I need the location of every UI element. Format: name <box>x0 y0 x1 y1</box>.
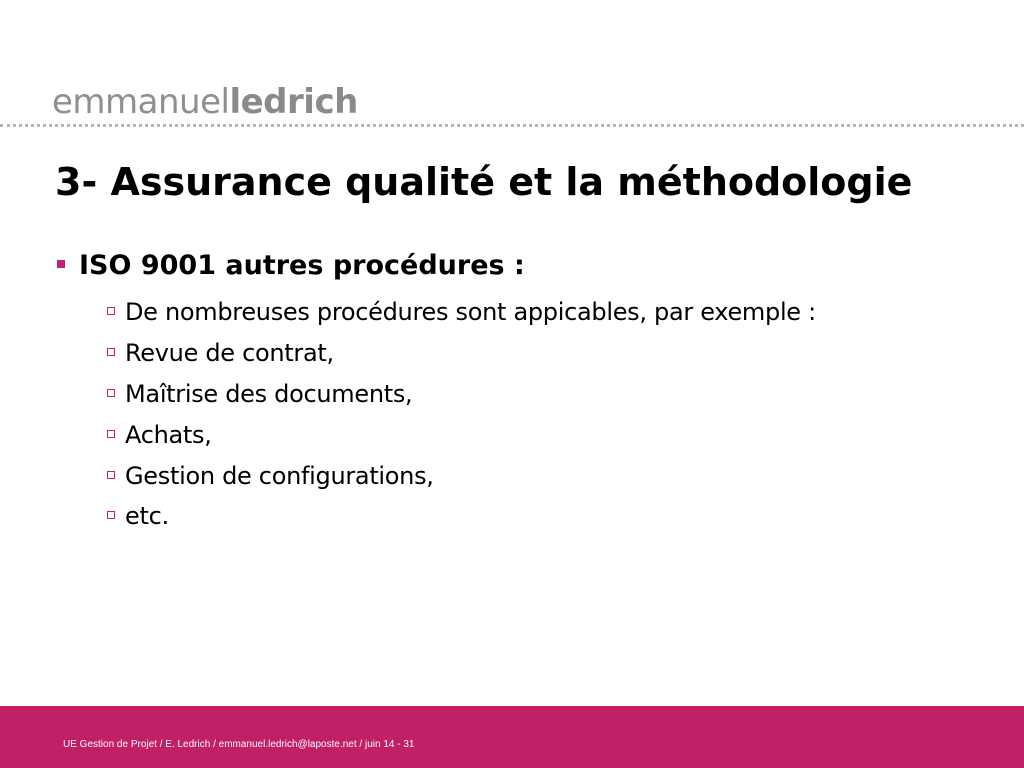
slide-title: 3- Assurance qualité et la méthodologie <box>55 160 913 204</box>
footer-text: UE Gestion de Projet / E. Ledrich / emmanuel.ledrich@laposte.net / juin 14 - 31 <box>63 739 415 750</box>
main-bullet-item <box>57 250 525 281</box>
header-dotted-divider <box>0 124 1024 127</box>
sub-bullet-item <box>107 455 816 496</box>
sub-bullet-item <box>107 292 816 333</box>
sub-bullet-text: Revue de contrat, <box>125 339 334 368</box>
author-logo <box>52 82 358 122</box>
main-bullet-text: ISO 9001 autres procédures : <box>79 250 525 281</box>
sub-bullet-item <box>107 496 816 537</box>
sub-bullet-text: De nombreuses procédures sont appicables, par exemple : <box>125 298 816 327</box>
sub-bullet-item <box>107 414 816 455</box>
sub-bullet-list <box>107 292 816 537</box>
sub-bullet-text: etc. <box>125 502 169 531</box>
hollow-square-bullet-icon <box>107 307 115 315</box>
sub-bullet-text: Gestion de configurations, <box>125 461 434 490</box>
hollow-square-bullet-icon <box>107 430 115 438</box>
sub-bullet-text: Maîtrise des documents, <box>125 379 413 408</box>
hollow-square-bullet-icon <box>107 511 115 519</box>
sub-bullet-item <box>107 374 816 415</box>
footer-bar <box>0 706 1024 768</box>
hollow-square-bullet-icon <box>107 471 115 479</box>
sub-bullet-item <box>107 333 816 374</box>
logo-last-name: ledrich <box>229 82 358 122</box>
sub-bullet-text: Achats, <box>125 420 212 449</box>
hollow-square-bullet-icon <box>107 389 115 397</box>
hollow-square-bullet-icon <box>107 348 115 356</box>
logo-first-name: emmanuel <box>52 82 230 122</box>
square-bullet-icon <box>57 260 65 268</box>
